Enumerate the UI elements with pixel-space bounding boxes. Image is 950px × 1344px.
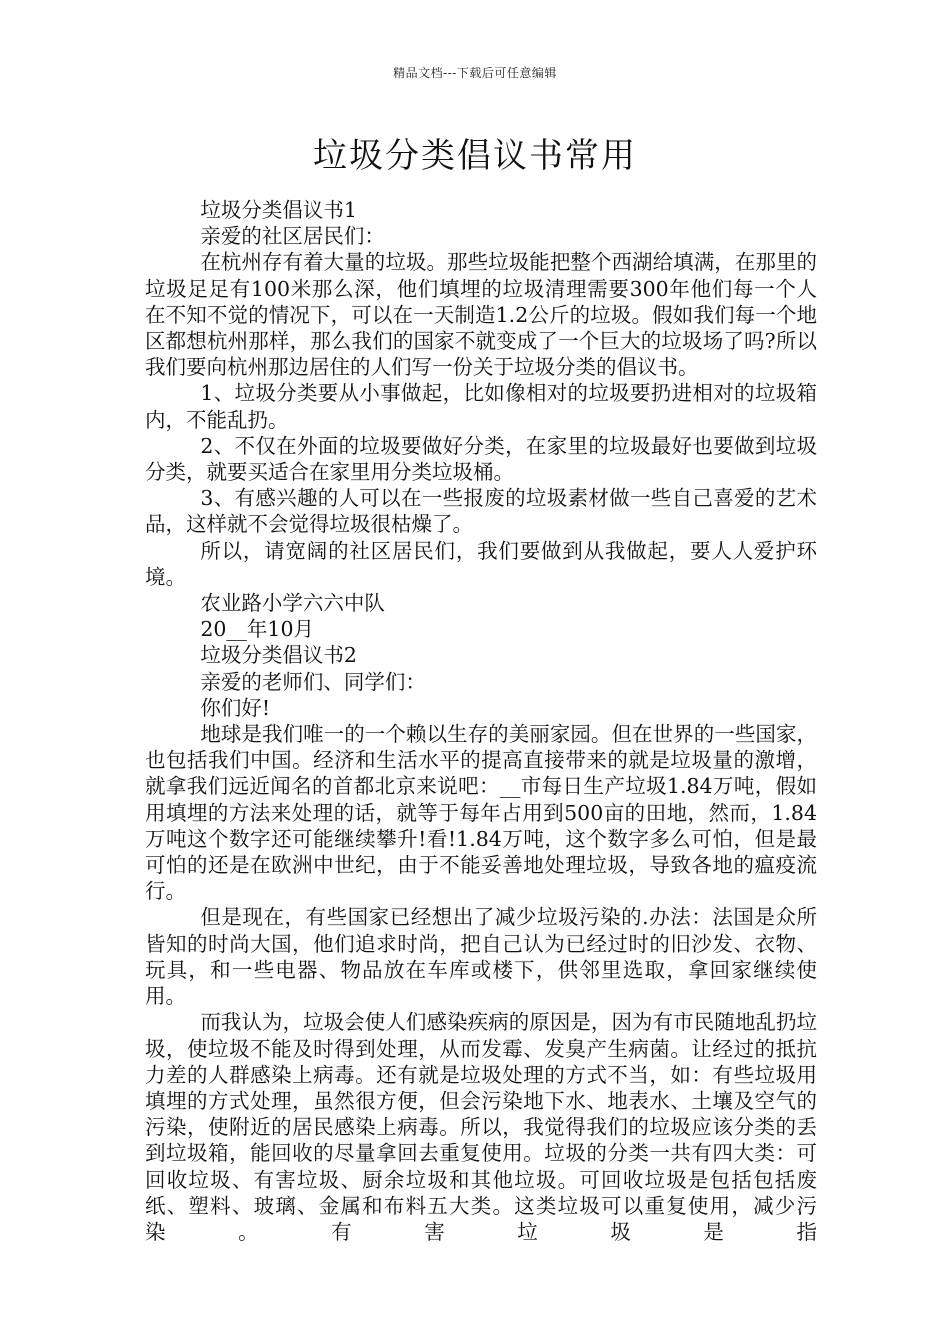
section-heading-2: 垃圾分类倡议书2 bbox=[200, 643, 357, 668]
salutation-1: 亲爱的社区居民们： bbox=[200, 224, 385, 249]
paragraph: 地球是我们唯一的一个赖以生存的美丽家园。但在世界的一些国家，也包括我们中国。经济和生活水平的提高直接带来的就是垃圾量的激增，就拿我们远近闻名的首都北京来说吧：__市每日生产垃圾1.84万吨，假如用填埋的方法来处理的话，就等于每年占用到500亩的田地，然而，1.84万吨这个数字还可能继续攀升!看!1.84万吨，这个数字多么可怕，但是最可怕的还是在欧洲中世纪，由于不能妥善地处理垃圾，导致各地的瘟疫流行。 bbox=[145, 722, 817, 904]
list-item-1: 1、垃圾分类要从小事做起，比如像相对的垃圾要扔进相对的垃圾箱内，不能乱扔。 bbox=[145, 381, 817, 432]
greeting: 你们好! bbox=[200, 695, 271, 720]
section-heading-1: 垃圾分类倡议书1 bbox=[200, 198, 357, 222]
header-note: 精品文档---下载后可任意编辑 bbox=[393, 66, 557, 80]
signature: 农业路小学六六中队 bbox=[200, 591, 385, 616]
list-item-2: 2、不仅在外面的垃圾要做好分类，在家里的垃圾最好也要做到垃圾分类，就要买适合在家里用分类垃圾桶。 bbox=[145, 433, 817, 485]
paragraph: 所以，请宽阔的社区居民们，我们要做到从我做起，要人人爱护环境。 bbox=[145, 538, 817, 589]
list-item-3: 3、有感兴趣的人可以在一些报废的垃圾素材做一些自己喜爱的艺术品，这样就不会觉得垃圾很枯燥了。 bbox=[145, 486, 817, 537]
paragraph: 但是现在，有些国家已经想出了减少垃圾污染的.办法：法国是众所皆知的时尚大国，他们追求时尚，把自己认为已经过时的旧沙发、衣物、玩具，和一些电器、物品放在车库或楼下，供邻里选取，拿回家继续使用。 bbox=[145, 905, 817, 1009]
paragraph: 在杭州存有着大量的垃圾。那些垃圾能把整个西湖给填满，在那里的垃圾足足有100米那么深，他们填埋的垃圾清理需要300年他们每一个人在不知不觉的情况下，可以在一天制造1.2公斤的垃圾。假如我们每一个地区都想杭州那样，那么我们的国家不就变成了一个巨大的垃圾场了吗?所以我们要向杭州那边居住的人们写一份关于垃圾分类的倡议书。 bbox=[145, 250, 817, 380]
document-body bbox=[145, 197, 817, 1245]
date: 20__年10月 bbox=[200, 617, 315, 642]
paragraph: 而我认为，垃圾会使人们感染疾病的原因是，因为有市民随地乱扔垃圾，使垃圾不能及时得到处理，从而发霉、发臭产生病菌。让经过的抵抗力差的人群感染上病毒。还有就是垃圾处理的方式不当，如：有些垃圾用填埋的方式处理，虽然很方便，但会污染地下水、地表水、土壤及空气的污染，使附近的居民感染上病毒。所以，我觉得我们的垃圾应该分类的丢到垃圾箱，能回收的尽量拿回去重复使用。垃圾的分类一共有四大类：可回收垃圾、有害垃圾、厨余垃圾和其他垃圾。可回收垃圾是包括包括废纸、塑料、玻璃、金属和布料五大类。这类垃圾可以重复使用，减少污染。有害垃圾是指 bbox=[145, 1010, 817, 1244]
salutation-2: 亲爱的老师们、同学们： bbox=[200, 669, 426, 694]
document-title: 垃圾分类倡议书常用 bbox=[313, 136, 637, 176]
